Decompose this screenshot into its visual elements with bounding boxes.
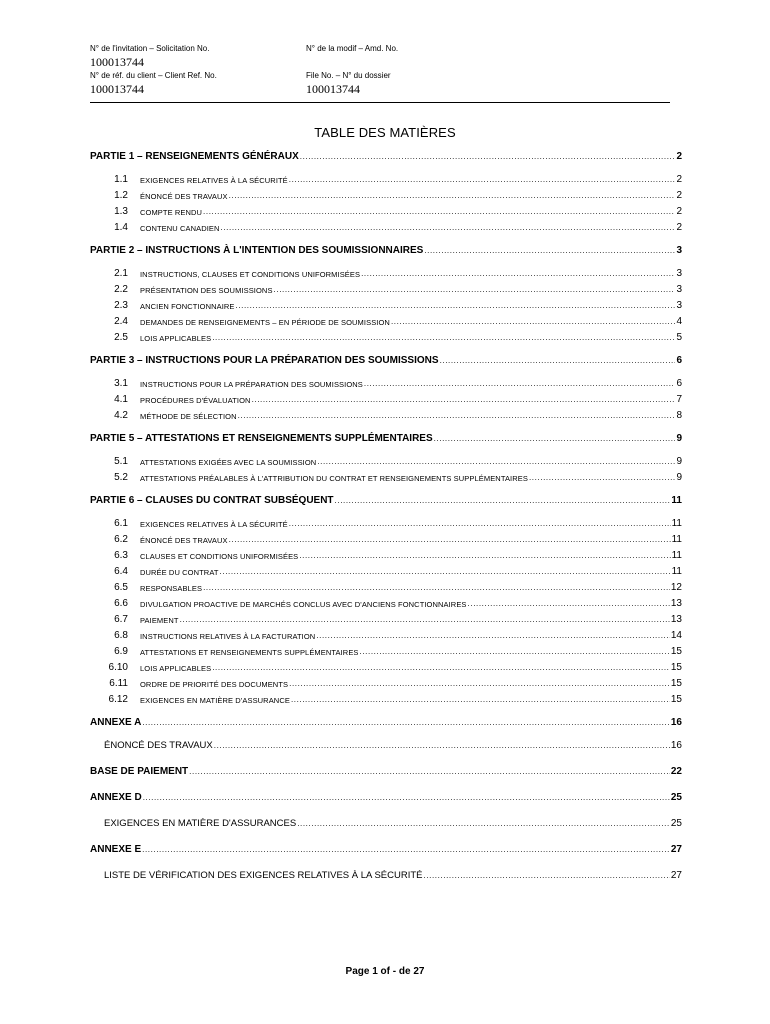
toc-entry-title: DURÉE DU CONTRAT	[140, 568, 219, 577]
toc-dot-leader	[180, 615, 670, 625]
toc-entry-number: 6.1	[114, 518, 128, 529]
toc-entry-page: 9	[676, 472, 682, 483]
toc-entry-page: 11	[671, 495, 682, 506]
toc-dot-leader	[529, 473, 675, 483]
toc-entry-number: 6.8	[114, 630, 128, 641]
toc-dot-leader	[214, 741, 670, 751]
toc-dot-leader	[220, 567, 671, 577]
toc-entry-page: 9	[676, 433, 682, 444]
solicitation-block	[90, 44, 209, 70]
toc-subentry[interactable]	[90, 627, 682, 641]
toc-entry-number: 6.2	[114, 534, 128, 545]
toc-entry-page: 15	[670, 694, 682, 705]
toc-entry-page: 2	[676, 190, 682, 201]
toc-entry-number: 4.1	[114, 394, 128, 405]
toc-entry-title: PRÉSENTATION DES SOUMISSIONS	[140, 286, 273, 295]
toc-entry-title: PROCÉDURES D'ÉVALUATION	[140, 396, 251, 405]
toc-annex-entry[interactable]	[90, 867, 682, 881]
toc-title: TABLE DES MATIÈRES	[314, 125, 456, 140]
toc-dot-leader	[229, 191, 676, 201]
toc-entry-number: 6.11	[109, 678, 128, 689]
toc-dot-leader	[274, 285, 676, 295]
toc-dot-leader	[143, 793, 670, 803]
toc-dot-leader	[289, 679, 670, 689]
toc-entry-page: 2	[676, 151, 682, 162]
toc-entry-title: RESPONSABLES	[140, 584, 203, 593]
toc-part-entry[interactable]	[90, 492, 682, 506]
toc-dot-leader	[297, 819, 670, 829]
toc-entry-number: 6.10	[108, 662, 128, 673]
toc-entry-title: CLAUSES ET CONDITIONS UNIFORMISÉES	[140, 552, 299, 561]
toc-entry-title: ÉNONCÉ DES TRAVAUX	[140, 192, 228, 201]
toc-entry-page: 2	[676, 222, 682, 233]
toc-entry-title: MÉTHODE DE SÉLECTION	[140, 412, 237, 421]
toc-subentry[interactable]	[90, 297, 682, 311]
toc-entry-number: 2.1	[114, 268, 128, 279]
toc-dot-leader	[434, 434, 676, 444]
toc-entry-page: 11	[671, 534, 682, 545]
toc-subentry[interactable]	[90, 391, 682, 405]
toc-entry-title: INSTRUCTIONS, CLAUSES ET CONDITIONS UNIFORMISÉES	[140, 270, 361, 279]
toc-entry-title: ORDRE DE PRIORITÉ DES DOCUMENTS	[140, 680, 289, 689]
toc-entry-number: 5.2	[114, 472, 128, 483]
toc-entry-title: DIVULGATION PROACTIVE DE MARCHÉS CONCLUS AVEC D'ANCIENS FONCTIONNAIRES	[140, 600, 467, 609]
toc-dot-leader	[316, 631, 670, 641]
toc-entry-number: 2.2	[114, 284, 128, 295]
toc-part-entry[interactable]	[90, 242, 682, 256]
toc-entry-title: PARTIE 2 – INSTRUCTIONS À L'INTENTION DES SOUMISSIONNAIRES	[90, 245, 424, 256]
toc-subentry[interactable]	[90, 563, 682, 577]
solicitation-value: 100013744	[90, 55, 144, 69]
toc-entry-number: 3.1	[114, 378, 128, 389]
toc-part-entry[interactable]	[90, 352, 682, 366]
toc-entry-page: 14	[670, 630, 682, 641]
toc-entry-page: 3	[676, 268, 682, 279]
toc-subentry[interactable]	[90, 643, 682, 657]
client-ref-label: N° de réf. du client – Client Ref. No.	[90, 71, 217, 80]
toc-dot-leader	[203, 583, 670, 593]
toc-subentry[interactable]	[90, 407, 682, 421]
toc-entry-title: PARTIE 1 – RENSEIGNEMENTS GÉNÉRAUX	[90, 151, 299, 162]
toc-entry-title: DEMANDES DE RENSEIGNEMENTS – EN PÉRIODE DE SOUMISSION	[140, 318, 390, 327]
toc-entry-page: 3	[676, 245, 682, 256]
toc-subentry[interactable]	[90, 203, 682, 217]
toc-dot-leader	[360, 647, 670, 657]
toc-dot-leader	[300, 152, 676, 162]
toc-subentry[interactable]	[90, 611, 682, 625]
toc-entry-title: CONTENU CANADIEN	[140, 224, 220, 233]
toc-dot-leader	[252, 395, 676, 405]
toc-subentry[interactable]	[90, 329, 682, 343]
toc-entry-title: ANCIEN FONCTIONNAIRE	[140, 302, 235, 311]
toc-entry-title: ATTESTATIONS EXIGÉES AVEC LA SOUMISSION	[140, 458, 317, 467]
toc-annex-entry[interactable]	[90, 815, 682, 829]
toc-entry-title: ATTESTATIONS PRÉALABLES À L'ATTRIBUTION DU CONTRAT ET RENSEIGNEMENTS SUPPLÉMENTAIRES	[140, 474, 528, 483]
toc-entry-title: INSTRUCTIONS RELATIVES À LA FACTURATION	[140, 632, 316, 641]
toc-annex-entry[interactable]	[90, 737, 682, 751]
toc-entry-page: 13	[670, 598, 682, 609]
toc-part-entry[interactable]	[90, 789, 682, 803]
toc-dot-leader	[424, 871, 670, 881]
toc-entry-page: 6	[676, 355, 682, 366]
toc-entry-title: EXIGENCES RELATIVES À LA SÉCURITÉ	[140, 176, 288, 185]
toc-entry-page: 7	[676, 394, 682, 405]
toc-entry-page: 13	[670, 614, 682, 625]
toc-dot-leader	[236, 301, 676, 311]
toc-dot-leader	[142, 718, 670, 728]
toc-dot-leader	[291, 695, 670, 705]
toc-dot-leader	[221, 223, 676, 233]
toc-entry-number: 5.1	[114, 456, 128, 467]
toc-entry-title: ÉNONCÉ DES TRAVAUX	[140, 536, 228, 545]
toc-entry-page: 3	[676, 300, 682, 311]
toc-entry-number: 1.2	[114, 190, 128, 201]
toc-entry-page: 25	[670, 818, 682, 829]
toc-subentry[interactable]	[90, 375, 682, 389]
toc-dot-leader	[229, 535, 671, 545]
toc-entry-page: 27	[670, 844, 682, 855]
toc-entry-page: 3	[676, 284, 682, 295]
toc-entry-page: 22	[670, 766, 682, 777]
toc-dot-leader	[238, 411, 676, 421]
toc-dot-leader	[361, 269, 675, 279]
toc-dot-leader	[189, 767, 670, 777]
toc-subentry[interactable]	[90, 313, 682, 327]
toc-entry-number: 6.3	[114, 550, 128, 561]
toc-dot-leader	[289, 175, 676, 185]
page-number: Page 1 of - de 27	[345, 966, 425, 977]
toc-entry-title: PAIEMENT	[140, 616, 179, 625]
toc-subentry[interactable]	[90, 515, 682, 529]
toc-entry-page: 2	[676, 174, 682, 185]
toc-dot-leader	[440, 356, 676, 366]
toc-entry-number: 2.3	[114, 300, 128, 311]
toc-entry-title: COMPTE RENDU	[140, 208, 203, 217]
amendment-block	[306, 44, 398, 55]
toc-subentry[interactable]	[90, 691, 682, 705]
client-ref-block	[90, 71, 217, 97]
client-ref-value: 100013744	[90, 82, 144, 96]
toc-subentry[interactable]	[90, 469, 682, 483]
toc-entry-number: 6.7	[114, 614, 128, 625]
toc-part-entry[interactable]	[90, 714, 682, 728]
toc-entry-number: 2.4	[114, 316, 128, 327]
toc-entry-page: 11	[671, 518, 682, 529]
toc-entry-title: EXIGENCES EN MATIÈRE D'ASSURANCE	[140, 696, 290, 705]
toc-entry-number: 6.12	[108, 694, 128, 705]
toc-entry-page: 15	[670, 646, 682, 657]
toc-subentry[interactable]	[90, 219, 682, 233]
toc-subentry[interactable]	[90, 531, 682, 545]
toc-entry-title: ANNEXE D	[90, 792, 142, 803]
toc-entry-number: 2.5	[114, 332, 128, 343]
toc-dot-leader	[468, 599, 670, 609]
toc-entry-title: LOIS APPLICABLES	[140, 334, 212, 343]
toc-entry-title: LOIS APPLICABLES	[140, 664, 212, 673]
toc-subentry[interactable]	[90, 595, 682, 609]
toc-subentry[interactable]	[90, 453, 682, 467]
toc-entry-number: 1.1	[114, 174, 128, 185]
toc-entry-page: 5	[676, 332, 682, 343]
toc-entry-number: 1.3	[114, 206, 128, 217]
toc-entry-number: 6.9	[114, 646, 128, 657]
toc-entry-number: 6.6	[114, 598, 128, 609]
toc-part-entry[interactable]	[90, 763, 682, 777]
toc-subentry[interactable]	[90, 171, 682, 185]
toc-dot-leader	[391, 317, 676, 327]
toc-dot-leader	[142, 845, 670, 855]
toc-entry-title: PARTIE 5 – ATTESTATIONS ET RENSEIGNEMENTS SUPPLÉMENTAIRES	[90, 433, 433, 444]
toc-dot-leader	[335, 496, 671, 506]
toc-entry-page: 6	[676, 378, 682, 389]
toc-entry-title: LISTE DE VÉRIFICATION DES EXIGENCES RELATIVES À LA SÉCURITÉ	[104, 870, 423, 881]
toc-entry-number: 6.4	[114, 566, 128, 577]
toc-entry-page: 11	[671, 566, 682, 577]
toc-part-entry[interactable]	[90, 430, 682, 444]
toc-subentry[interactable]	[90, 659, 682, 673]
toc-dot-leader	[424, 246, 675, 256]
toc-entry-page: 2	[676, 206, 682, 217]
toc-entry-title: ANNEXE A	[90, 717, 142, 728]
toc-dot-leader	[212, 663, 670, 673]
toc-entry-page: 4	[676, 316, 682, 327]
toc-entry-page: 25	[670, 792, 682, 803]
solicitation-label: N° de l'invitation – Solicitation No.	[90, 44, 210, 53]
toc-entry-page: 15	[670, 678, 682, 689]
toc-subentry[interactable]	[90, 281, 682, 295]
toc-entry-title: ATTESTATIONS ET RENSEIGNEMENTS SUPPLÉMENTAIRES	[140, 648, 359, 657]
toc-entry-page: 15	[670, 662, 682, 673]
toc-entry-page: 27	[670, 870, 682, 881]
toc-entry-title: EXIGENCES EN MATIÈRE D'ASSURANCES	[104, 818, 297, 829]
file-no-label: File No. – N° du dossier	[306, 71, 391, 80]
toc-entry-number: 1.4	[114, 222, 128, 233]
toc-dot-leader	[289, 519, 671, 529]
toc-subentry[interactable]	[90, 187, 682, 201]
toc-entry-page: 9	[676, 456, 682, 467]
toc-part-entry[interactable]	[90, 148, 682, 162]
toc-entry-title: INSTRUCTIONS POUR LA PRÉPARATION DES SOUMISSIONS	[140, 380, 363, 389]
toc-entry-page: 8	[676, 410, 682, 421]
document-header	[90, 44, 670, 103]
toc-entry-title: ANNEXE E	[90, 844, 142, 855]
toc-dot-leader	[203, 207, 675, 217]
toc-subentry[interactable]	[90, 579, 682, 593]
file-no-value: 100013744	[306, 82, 360, 96]
toc-entry-page: 12	[670, 582, 682, 593]
toc-part-entry[interactable]	[90, 841, 682, 855]
toc-entry-page: 16	[670, 740, 682, 751]
amendment-label: N° de la modif – Amd. No.	[306, 44, 399, 53]
toc-entry-title: EXIGENCES RELATIVES À LA SÉCURITÉ	[140, 520, 288, 529]
toc-dot-leader	[317, 457, 675, 467]
toc-entry-title: PARTIE 3 – INSTRUCTIONS POUR LA PRÉPARATION DES SOUMISSIONS	[90, 355, 439, 366]
toc-subentry[interactable]	[90, 265, 682, 279]
toc-entry-number: 4.2	[114, 410, 128, 421]
toc-entry-page: 11	[671, 550, 682, 561]
toc-entry-number: 6.5	[114, 582, 128, 593]
toc-dot-leader	[212, 333, 675, 343]
toc-subentry[interactable]	[90, 675, 682, 689]
toc-dot-leader	[364, 379, 676, 389]
toc-entry-page: 16	[670, 717, 682, 728]
toc-entry-title: PARTIE 6 – CLAUSES DU CONTRAT SUBSÉQUENT	[90, 495, 334, 506]
toc-entry-title: BASE DE PAIEMENT	[90, 766, 189, 777]
toc-entry-title: ÉNONCÉ DES TRAVAUX	[104, 740, 213, 751]
toc-dot-leader	[299, 551, 670, 561]
toc-subentry[interactable]	[90, 547, 682, 561]
file-no-block	[306, 71, 391, 97]
